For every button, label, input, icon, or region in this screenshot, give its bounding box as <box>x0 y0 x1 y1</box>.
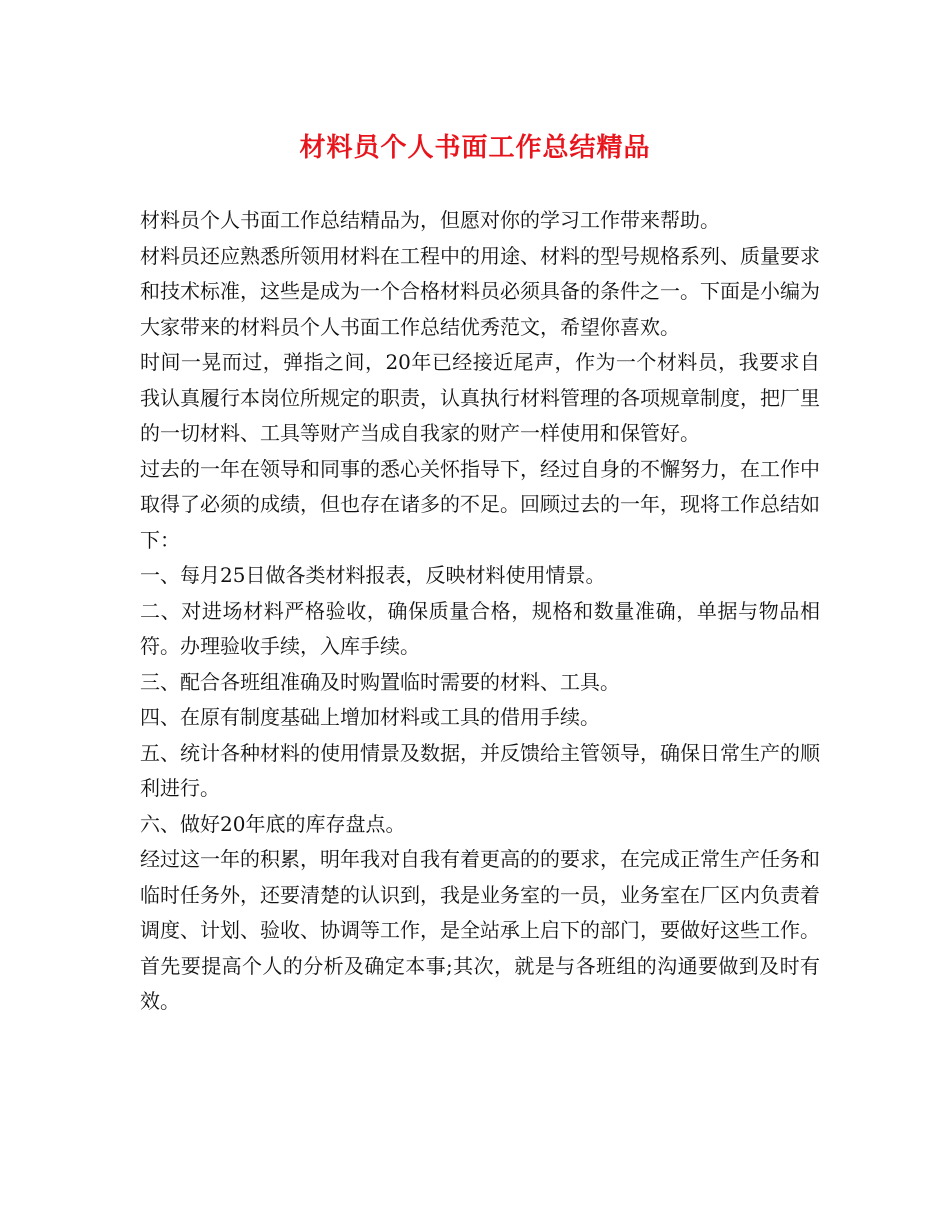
list-item-1: 一、每月25日做各类材料报表，反映材料使用情景。 <box>140 563 606 587</box>
list-item-4: 四、在原有制度基础上增加材料或工具的借用手续。 <box>140 705 600 729</box>
paragraph-outlook: 经过这一年的积累，明年我对自我有着更高的的要求，在完成正常生产任务和临时任务外，还要清楚的认识到，我是业务室的一员，业务室在厂区内负责着调度、计划、验收、协调等工作，是全站承上启下的部门，要做好这些工作。首先要提高个人的分析及确定本事;其次，就是与各班组的沟通要做到及时有效。 <box>140 847 820 1013</box>
document-body <box>140 203 820 1020</box>
document-title: 材料员个人书面工作总结精品 <box>299 133 651 163</box>
list-item-2: 二、对进场材料严格验收，确保质量合格，规格和数量准确，单据与物品相符。办理验收手续，入库手续。 <box>140 598 820 658</box>
paragraph-intro: 材料员个人书面工作总结精品为，但愿对你的学习工作带来帮助。 <box>140 208 720 232</box>
list-item-3: 三、配合各班组准确及时购置临时需要的材料、工具。 <box>140 669 620 694</box>
paragraph-requirements: 材料员还应熟悉所领用材料在工程中的用途、材料的型号规格系列、质量要求和技术标准，这些是成为一个合格材料员必须具备的条件之一。下面是小编为大家带来的材料员个人书面工作总结优秀范文，希望你喜欢。 <box>140 243 820 339</box>
list-item-5: 五、统计各种材料的使用情景及数据，并反馈给主管领导，确保日常生产的顺利进行。 <box>140 740 820 800</box>
paragraph-review: 过去的一年在领导和同事的悉心关怀指导下，经过自身的不懈努力，在工作中取得了必须的成绩，但也存在诸多的不足。回顾过去的一年，现将工作总结如下： <box>140 456 820 552</box>
list-item-6: 六、做好20年底的库存盘点。 <box>140 811 406 836</box>
paragraph-duties: 时间一晃而过，弹指之间，20年已经接近尾声，作为一个材料员，我要求自我认真履行本岗位所规定的职责，认真执行材料管理的各项规章制度，把厂里的一切材料、工具等财产当成自我家的财产一样使用和保管好。 <box>140 350 820 445</box>
